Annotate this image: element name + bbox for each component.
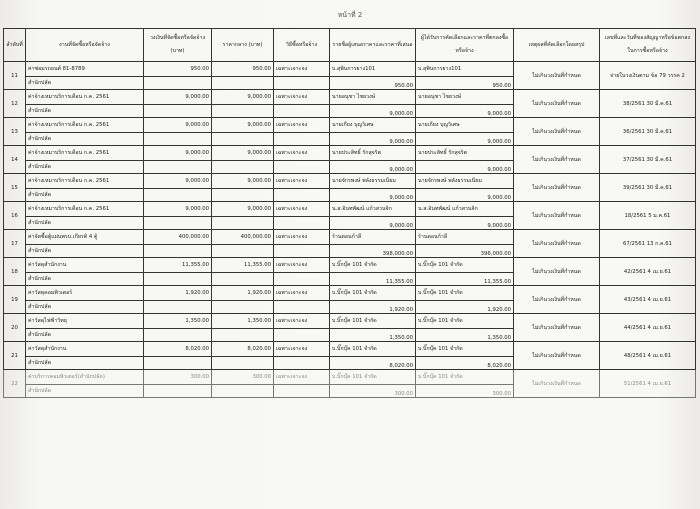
bidder-name-cell: นายจักรพงษ์ พลังธรรมเนียม bbox=[330, 174, 416, 189]
median-price-cell: 8,020.00 bbox=[212, 342, 274, 357]
header-contract: เลขที่และวันที่ของสัญญาหรือข้อตกลงในการซื้อหรือจ้าง bbox=[600, 29, 696, 62]
header-reason: เหตุผลที่คัดเลือกโดยสรุป bbox=[514, 29, 600, 62]
winner-name-cell: นายเกียง บุญวิเศษ bbox=[416, 118, 514, 133]
method-cell: เฉพาะเจาะจง bbox=[274, 230, 330, 245]
winner-name-cell: บ.บิ๊กบุ๊ค 101 จำกัด bbox=[416, 342, 514, 357]
median-price-cell: 400,000.00 bbox=[212, 230, 274, 245]
median-price-cell: 1,920.00 bbox=[212, 286, 274, 301]
table-row bbox=[4, 118, 696, 133]
table-row bbox=[4, 370, 696, 385]
contract-cell: 37/2561 30 มี.ค.61 bbox=[600, 146, 696, 174]
row-number: 20 bbox=[4, 314, 26, 342]
method-cell: เฉพาะเจาะจง bbox=[274, 174, 330, 189]
budget-cell: 1,350.00 bbox=[144, 314, 212, 329]
contract-cell: 43/2561 4 เม.ย.61 bbox=[600, 286, 696, 314]
budget-cell: 9,000.00 bbox=[144, 174, 212, 189]
median-price-cell: 9,000.00 bbox=[212, 202, 274, 217]
row-number: 16 bbox=[4, 202, 26, 230]
winner-name-cell: นายอนุชา ไชยวงษ์ bbox=[416, 90, 514, 105]
contract-cell: 67/2561 13 ก.ค.61 bbox=[600, 230, 696, 258]
win-price-cell: 950.00 bbox=[416, 77, 514, 90]
row-number: 13 bbox=[4, 118, 26, 146]
contract-cell: 38/2561 30 มี.ค.61 bbox=[600, 90, 696, 118]
office-cell: สำนักปลัด bbox=[26, 161, 144, 174]
reason-cell: ไม่เกินวงเงินที่กำหนด bbox=[514, 258, 600, 286]
table-row bbox=[4, 90, 696, 105]
row-number: 22 bbox=[4, 370, 26, 398]
method-cell: เฉพาะเจาะจง bbox=[274, 90, 330, 105]
table-row bbox=[4, 258, 696, 273]
office-cell: สำนักปลัด bbox=[26, 245, 144, 258]
winner-name-cell: บ.บิ๊กบุ๊ค 101 จำกัด bbox=[416, 286, 514, 301]
median-price-cell: 9,000.00 bbox=[212, 174, 274, 189]
winner-name-cell: นายจักรพงษ์ พลังธรรมเนียม bbox=[416, 174, 514, 189]
bidder-name-cell: บ.บิ๊กบุ๊ค 101 จำกัด bbox=[330, 286, 416, 301]
bid-price-cell: 1,920.00 bbox=[330, 301, 416, 314]
bidder-name-cell: บ.บิ๊กบุ๊ค 101 จำกัด bbox=[330, 370, 416, 385]
bid-price-cell: 398,000.00 bbox=[330, 245, 416, 258]
item-cell: ค่าจ้างเหมาบริการเดือน ก.ค. 2561 bbox=[26, 202, 144, 217]
budget-cell: 1,920.00 bbox=[144, 286, 212, 301]
reason-cell: ไม่เกินวงเงินที่กำหนด bbox=[514, 286, 600, 314]
reason-cell: ไม่เกินวงเงินที่กำหนด bbox=[514, 62, 600, 90]
reason-cell: ไม่เกินวงเงินที่กำหนด bbox=[514, 118, 600, 146]
winner-name-cell: นายประสิทธิ์ รักสุจริต bbox=[416, 146, 514, 161]
win-price-cell: 9,000.00 bbox=[416, 217, 514, 230]
contract-cell: 42/2561 4 เม.ย.61 bbox=[600, 258, 696, 286]
header-winner: ผู้ได้รับการคัดเลือกและราคาที่ตกลงซื้อหรือจ้าง bbox=[416, 29, 514, 62]
office-cell: สำนักปลัด bbox=[26, 133, 144, 146]
median-price-cell: 9,000.00 bbox=[212, 118, 274, 133]
office-cell: สำนักปลัด bbox=[26, 329, 144, 342]
reason-cell: ไม่เกินวงเงินที่กำหนด bbox=[514, 342, 600, 370]
procurement-table bbox=[3, 28, 696, 398]
item-cell: ค่าวัสดุสำนักงาน bbox=[26, 258, 144, 273]
budget-cell: 9,000.00 bbox=[144, 90, 212, 105]
method-cell: เฉพาะเจาะจง bbox=[274, 314, 330, 329]
median-price-cell: 1,350.00 bbox=[212, 314, 274, 329]
median-price-cell: 9,000.00 bbox=[212, 90, 274, 105]
header-no: ลำดับที่ bbox=[4, 29, 26, 62]
table-row bbox=[4, 286, 696, 301]
win-price-cell: 9,000.00 bbox=[416, 133, 514, 146]
bidder-name-cell: บ.บิ๊กบุ๊ค 101 จำกัด bbox=[330, 342, 416, 357]
budget-cell: 400,000.00 bbox=[144, 230, 212, 245]
header-median: ราคากลาง (บาท) bbox=[212, 29, 274, 62]
item-cell: ค่าจ้างเหมาบริการเดือน ก.ค. 2561 bbox=[26, 90, 144, 105]
budget-cell: 11,355.00 bbox=[144, 258, 212, 273]
win-price-cell: 11,355.00 bbox=[416, 273, 514, 286]
bidder-name-cell: นายอนุชา ไชยวงษ์ bbox=[330, 90, 416, 105]
method-cell: เฉพาะเจาะจง bbox=[274, 202, 330, 217]
contract-cell: 44/2561 4 เม.ย.61 bbox=[600, 314, 696, 342]
winner-name-cell: บ.บิ๊กบุ๊ค 101 จำกัด bbox=[416, 258, 514, 273]
method-cell: เฉพาะเจาะจง bbox=[274, 146, 330, 161]
header-budget: วงเงินที่จัดซื้อหรือจัดจ้าง (บาท) bbox=[144, 29, 212, 62]
win-price-cell: 9,000.00 bbox=[416, 189, 514, 202]
bid-price-cell: 9,000.00 bbox=[330, 189, 416, 202]
win-price-cell: 1,350.00 bbox=[416, 329, 514, 342]
header-item: งานที่จัดซื้อหรือจัดจ้าง bbox=[26, 29, 144, 62]
win-price-cell: 396,000.00 bbox=[416, 245, 514, 258]
reason-cell: ไม่เกินวงเงินที่กำหนด bbox=[514, 146, 600, 174]
reason-cell: ไม่เกินวงเงินที่กำหนด bbox=[514, 90, 600, 118]
winner-name-cell: ร้านดอนก้าลี bbox=[416, 230, 514, 245]
contract-cell: จ่ายในวงเงินตาม ข้อ 79 วรรค 2 bbox=[600, 62, 696, 90]
bid-price-cell: 9,000.00 bbox=[330, 133, 416, 146]
reason-cell: ไม่เกินวงเงินที่กำหนด bbox=[514, 202, 600, 230]
median-price-cell: 300.00 bbox=[212, 370, 274, 385]
row-number: 11 bbox=[4, 62, 26, 90]
median-price-cell: 9,000.00 bbox=[212, 146, 274, 161]
row-number: 12 bbox=[4, 90, 26, 118]
win-price-cell: 8,020.00 bbox=[416, 357, 514, 370]
table-body bbox=[4, 62, 696, 398]
winner-name-cell: บ.บิ๊กบุ๊ค 101 จำกัด bbox=[416, 314, 514, 329]
bidder-name-cell: บ.บิ๊กบุ๊ค 101 จำกัด bbox=[330, 314, 416, 329]
method-cell: เฉพาะเจาะจง bbox=[274, 118, 330, 133]
bidder-name-cell: บ.บิ๊กบุ๊ค 101 จำกัด bbox=[330, 258, 416, 273]
bidder-name-cell: นายประสิทธิ์ รักสุจริต bbox=[330, 146, 416, 161]
office-cell: สำนักปลัด bbox=[26, 77, 144, 90]
budget-cell: 9,000.00 bbox=[144, 146, 212, 161]
table-row bbox=[4, 62, 696, 77]
bid-price-cell: 300.00 bbox=[330, 385, 416, 398]
bid-price-cell: 8,020.00 bbox=[330, 357, 416, 370]
bidder-name-cell: น.ส.อินทพัฒน์ แก้วสวนจิก bbox=[330, 202, 416, 217]
reason-cell: ไม่เกินวงเงินที่กำหนด bbox=[514, 314, 600, 342]
table-row bbox=[4, 146, 696, 161]
method-cell: เฉพาะเจาะจง bbox=[274, 62, 330, 77]
header-bidders: รายชื่อผู้เสนอราคาและราคาที่เสนอ bbox=[330, 29, 416, 62]
win-price-cell: 1,920.00 bbox=[416, 301, 514, 314]
table-row bbox=[4, 342, 696, 357]
budget-cell: 9,000.00 bbox=[144, 202, 212, 217]
header-method: วิธีซื้อหรือจ้าง bbox=[274, 29, 330, 62]
reason-cell: ไม่เกินวงเงินที่กำหนด bbox=[514, 174, 600, 202]
contract-cell: 39/2561 30 มี.ค.61 bbox=[600, 174, 696, 202]
page-number: หน้าที่ 2 bbox=[337, 11, 363, 19]
contract-cell: 48/2561 4 เม.ย.61 bbox=[600, 342, 696, 370]
row-number: 14 bbox=[4, 146, 26, 174]
item-cell: ค่าวัสดุสำนักงาน bbox=[26, 342, 144, 357]
winner-name-cell: น.ส.อินทพัฒน์ แก้วสวนจิก bbox=[416, 202, 514, 217]
item-cell: ค่าจ้างเหมาบริการเดือน ก.ค. 2561 bbox=[26, 146, 144, 161]
row-number: 21 bbox=[4, 342, 26, 370]
win-price-cell: 9,000.00 bbox=[416, 105, 514, 118]
office-cell: สำนักปลัด bbox=[26, 105, 144, 118]
winner-name-cell: บ.บิ๊กบุ๊ค 101 จำกัด bbox=[416, 370, 514, 385]
bid-price-cell: 11,355.00 bbox=[330, 273, 416, 286]
contract-cell: 51/2561 4 เม.ย.61 bbox=[600, 370, 696, 398]
bid-price-cell: 950.00 bbox=[330, 77, 416, 90]
bidder-name-cell: ร้านดอนก้าลี bbox=[330, 230, 416, 245]
win-price-cell: 9,000.00 bbox=[416, 161, 514, 174]
median-price-cell: 950.00 bbox=[212, 62, 274, 77]
row-number: 15 bbox=[4, 174, 26, 202]
row-number: 18 bbox=[4, 258, 26, 286]
contract-cell: 36/2561 30 มี.ค.61 bbox=[600, 118, 696, 146]
item-cell: ค่าจ้างเหมาบริการเดือน ก.ค. 2561 bbox=[26, 118, 144, 133]
method-cell: เฉพาะเจาะจง bbox=[274, 342, 330, 357]
method-cell: เฉพาะเจาะจง bbox=[274, 258, 330, 273]
office-cell: สำนักปลัด bbox=[26, 357, 144, 370]
table-row bbox=[4, 314, 696, 329]
bidder-name-cell: นายเกียง บุญวิเศษ bbox=[330, 118, 416, 133]
contract-cell: 18/2561 5 ม.ค.61 bbox=[600, 202, 696, 230]
table-row bbox=[4, 202, 696, 217]
median-price-cell: 11,355.00 bbox=[212, 258, 274, 273]
office-cell: สำนักปลัด bbox=[26, 189, 144, 202]
item-cell: ค่าวัสดุไฟฟ้าวิทยุ bbox=[26, 314, 144, 329]
win-price-cell: 300.00 bbox=[416, 385, 514, 398]
reason-cell: ไม่เกินวงเงินที่กำหนด bbox=[514, 230, 600, 258]
bid-price-cell: 1,350.00 bbox=[330, 329, 416, 342]
item-cell: ค่าจ้างเหมาบริการเดือน ก.ค. 2561 bbox=[26, 174, 144, 189]
item-cell: ค่าซ่อมรถยนต์ 81-8789 bbox=[26, 62, 144, 77]
bid-price-cell: 9,000.00 bbox=[330, 217, 416, 230]
budget-cell: 8,020.00 bbox=[144, 342, 212, 357]
budget-cell: 300.00 bbox=[144, 370, 212, 385]
budget-cell: 9,000.00 bbox=[144, 118, 212, 133]
office-cell: สำนักปลัด bbox=[26, 273, 144, 286]
item-cell: ค่าบริการคอมพิวเตอร์(สำนักปลัด) bbox=[26, 370, 144, 385]
office-cell: สำนักปลัด bbox=[26, 301, 144, 314]
office-cell: สำนักปลัด bbox=[26, 385, 144, 398]
office-cell: สำนักปลัด bbox=[26, 217, 144, 230]
reason-cell: ไม่เกินวงเงินที่กำหนด bbox=[514, 370, 600, 398]
bid-price-cell: 9,000.00 bbox=[330, 161, 416, 174]
table-header-row bbox=[4, 29, 696, 62]
bidder-name-cell: บ.สุพินการยาง101 bbox=[330, 62, 416, 77]
budget-cell: 950.00 bbox=[144, 62, 212, 77]
table-row bbox=[4, 174, 696, 189]
method-cell: เฉพาะเจาะจง bbox=[274, 370, 330, 385]
method-cell: เฉพาะเจาะจง bbox=[274, 286, 330, 301]
row-number: 17 bbox=[4, 230, 26, 258]
table-row bbox=[4, 230, 696, 245]
winner-name-cell: บ.สุพินการยาง101 bbox=[416, 62, 514, 77]
item-cell: ค่าจัดซื้อตู้แผ่นพรบ.เกียรติ 4 ตู้ bbox=[26, 230, 144, 245]
row-number: 19 bbox=[4, 286, 26, 314]
bid-price-cell: 9,000.00 bbox=[330, 105, 416, 118]
item-cell: ค่าวัสดุคอมพิวเตอร์ bbox=[26, 286, 144, 301]
